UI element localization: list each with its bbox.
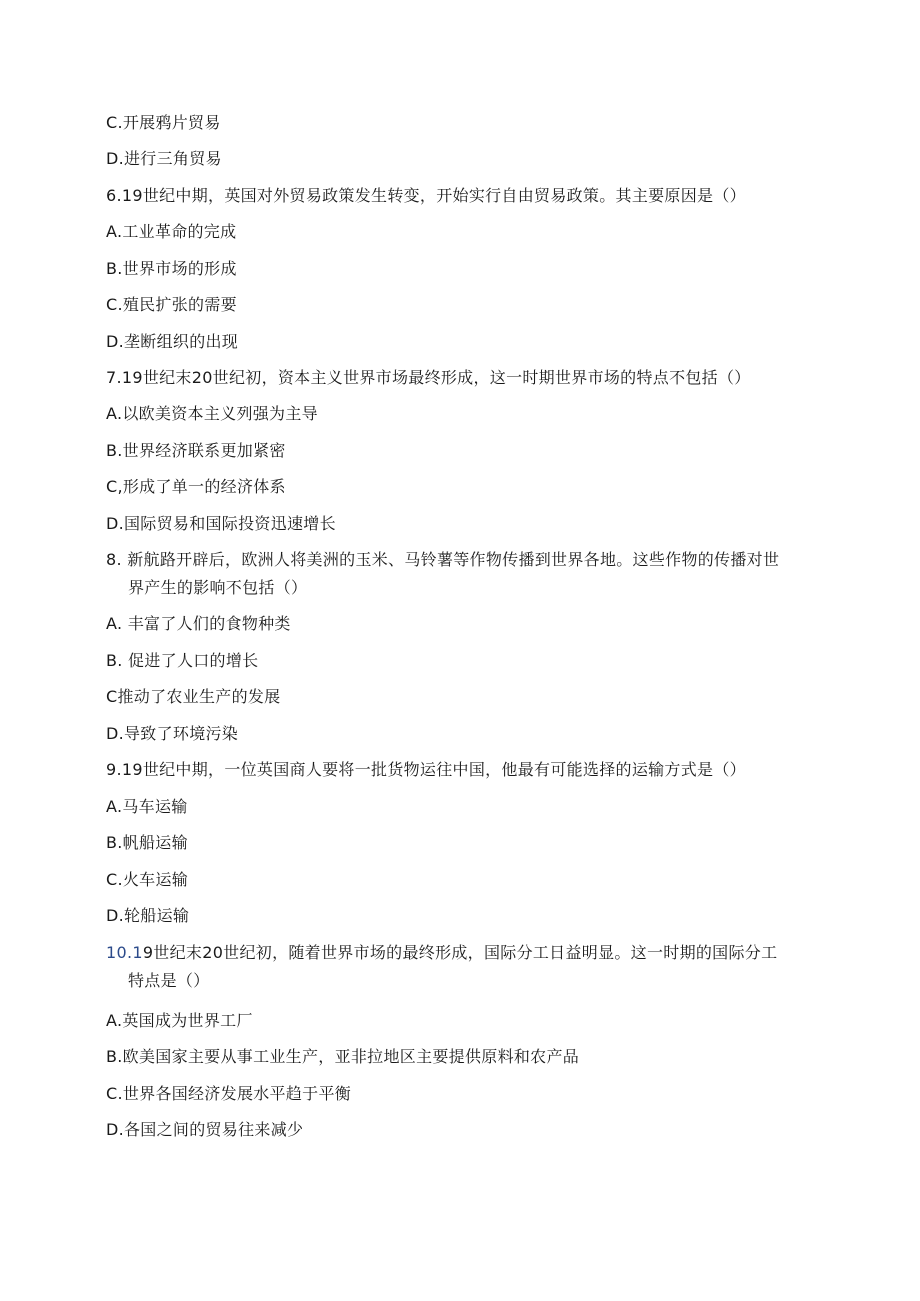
option-q6-b: B.世界市场的形成	[106, 259, 237, 278]
option-q7-c: C,形成了单一的经济体系	[106, 477, 286, 496]
question-6-stem: 6.19世纪中期，英国对外贸易政策发生转变，开始实行自由贸易政策。其主要原因是（）	[106, 186, 746, 205]
option-q5-d: D.进行三角贸易	[106, 149, 222, 168]
question-10-stem-text: 9世纪末20世纪初，随着世界市场的最终形成，国际分工日益明显。这一时期的国际分工	[142, 943, 778, 962]
option-q9-d: D.轮船运输	[106, 906, 190, 925]
question-10-stem-line1	[106, 943, 777, 963]
question-8-stem-line1: 8. 新航路开辟后，欧洲人将美洲的玉米、马铃薯等作物传播到世界各地。这些作物的传播对世	[106, 550, 780, 569]
option-q10-c: C.世界各国经济发展水平趋于平衡	[106, 1084, 352, 1103]
option-q6-c: C.殖民扩张的需要	[106, 295, 237, 314]
option-q6-a: A.工业革命的完成	[106, 222, 237, 241]
question-9-stem: 9.19世纪中期，一位英国商人要将一批货物运往中国，他最有可能选择的运输方式是（）	[106, 760, 746, 779]
option-q10-b: B.欧美国家主要从事工业生产，亚非拉地区主要提供原料和农产品	[106, 1047, 580, 1066]
option-q7-d: D.国际贸易和国际投资迅速增长	[106, 514, 336, 533]
question-10-stem-line2: 特点是（）	[128, 971, 210, 990]
question-8-stem-line2: 界产生的影响不包括（）	[128, 578, 308, 597]
option-q8-a: A. 丰富了人们的食物种类	[106, 614, 291, 633]
option-q6-d: D.垄断组织的出现	[106, 332, 239, 351]
option-q8-d: D.导致了环境污染	[106, 724, 239, 743]
option-q8-c: C推动了农业生产的发展	[106, 687, 281, 706]
option-q10-d: D.各国之间的贸易往来减少	[106, 1120, 304, 1139]
option-q8-b: B. 促进了人口的增长	[106, 651, 259, 670]
question-10-number: 10.1	[106, 943, 143, 962]
option-q5-c: C.开展鸦片贸易	[106, 113, 221, 132]
option-q7-b: B.世界经济联系更加紧密	[106, 441, 286, 460]
option-q9-a: A.马车运输	[106, 797, 188, 816]
option-q9-c: C.火车运输	[106, 870, 189, 889]
option-q7-a: A.以欧美资本主义列强为主导	[106, 404, 318, 423]
option-q10-a: A.英国成为世界工厂	[106, 1011, 253, 1030]
option-q9-b: B.帆船运输	[106, 833, 188, 852]
question-7-stem: 7.19世纪末20世纪初，资本主义世界市场最终形成，这一时期世界市场的特点不包括（）	[106, 368, 751, 387]
